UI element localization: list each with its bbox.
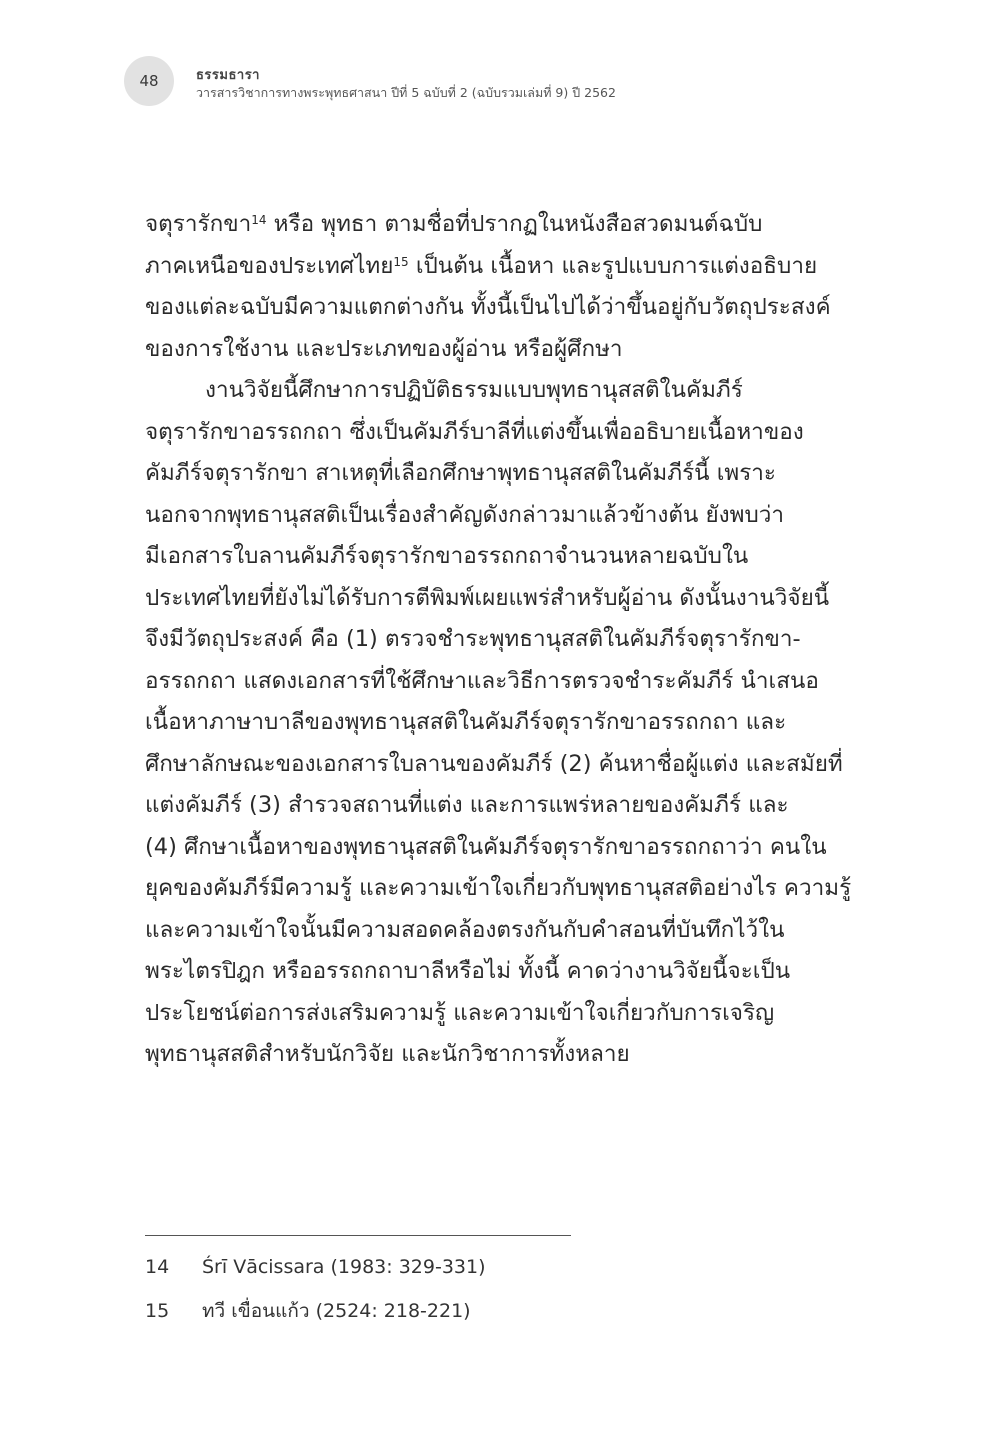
paragraph-2-line-8: อรรถกถา แสดงเอกสารที่ใช้ศึกษาและวิธีการตรวจชำระคัมภีร์ นำเสนอ [145,667,819,694]
paragraph-2-line-4: นอกจากพุทธานุสสติเป็นเรื่องสำคัญดังกล่าวมาแล้วข้างต้น ยังพบว่า [145,501,785,528]
text-segment: จตุรารักขา [145,211,252,237]
paragraph-2-line-1: งานวิจัยนี้ศึกษาการปฏิบัติธรรมแบบพุทธานุสสติในคัมภีร์ [205,377,743,403]
footnote-15 [145,1296,471,1326]
paragraph-2-line-5: มีเอกสารใบลานคัมภีร์จตุรารักขาอรรถกถาจำนวนหลายฉบับใน [145,543,749,569]
journal-subtitle: วารสารวิชาการทางพระพุทธศาสนา ปีที่ 5 ฉบับที่ 2 (ฉบับรวมเล่มที่ 9) ปี 2562 [196,85,616,100]
paragraph-1-line-4: ของการใช้งาน และประเภทของผู้อ่าน หรือผู้ศึกษา [145,335,623,362]
paragraph-2-line-7: จึงมีวัตถุประสงค์ คือ (1) ตรวจชำระพุทธานุสสติในคัมภีร์จตุรารักขา- [145,626,801,652]
paragraph-2-line-13: ยุคของคัมภีร์มีความรู้ และความเข้าใจเกี่ยวกับพุทธานุสสติอย่างไร ความรู้ [145,875,852,901]
paragraph-2-line-2: จตุรารักขาอรรถกถา ซึ่งเป็นคัมภีร์บาลีที่แต่งขึ้นเพื่ออธิบายเนื้อหาของ [145,418,804,445]
footnote-number: 14 [145,1256,170,1278]
paragraph-2-line-16: ประโยชน์ต่อการส่งเสริมความรู้ และความเข้าใจเกี่ยวกับการเจริญ [145,999,775,1026]
page-number [124,56,174,106]
paragraph-2-line-17: พุทธานุสสติสำหรับนักวิจัย และนักวิชาการทั้งหลาย [145,1041,630,1067]
text-segment: เป็นต้น เนื้อหา และรูปแบบการแต่งอธิบาย [408,252,818,279]
paragraph-2-line-3: คัมภีร์จตุรารักขา สาเหตุที่เลือกศึกษาพุทธานุสสติในคัมภีร์นี้ เพราะ [145,460,777,486]
footnote-text: Śrī Vācissara (1983: 329-331) [202,1256,486,1278]
paragraph-2-line-12: (4) ศึกษาเนื้อหาของพุทธานุสสติในคัมภีร์จตุรารักขาอรรถกถาว่า คนใน [145,833,827,860]
footnote-ref-15: 15 [393,254,409,269]
paragraph-1-line-1 [145,204,835,246]
footnote-number: 15 [145,1300,170,1322]
journal-name: ธรรมธารา [196,68,260,83]
paragraph-1-line-3: ของแต่ละฉบับมีความแตกต่างกัน ทั้งนี้เป็นไปได้ว่าขึ้นอยู่กับวัตถุประสงค์ [145,294,831,320]
footnote-text: ทวี เขื่อนแก้ว (2524: 218-221) [202,1300,471,1322]
text-segment: หรือ พุทธา ตามชื่อที่ปรากฏในหนังสือสวดมนต์ฉบับ [266,211,763,237]
paragraph-2-line-15: พระไตรปิฎก หรืออรรถกถาบาลีหรือไม่ ทั้งนี้ คาดว่างานวิจัยนี้จะเป็น [145,958,791,984]
paragraph-2-line-6: ประเทศไทยที่ยังไม่ได้รับการตีพิมพ์เผยแพร่สำหรับผู้อ่าน ดังนั้นงานวิจัยนี้ [145,584,830,611]
text-segment: ภาคเหนือของประเทศไทย [145,252,394,279]
page-number-text: 48 [139,72,159,90]
paragraph-2-line-11: แต่งคัมภีร์ (3) สำรวจสถานที่แต่ง และการแพร่หลายของคัมภีร์ และ [145,792,789,818]
footnote-14 [145,1256,486,1278]
paragraph-2-line-14: และความเข้าใจนั้นมีความสอดคล้องตรงกันกับคำสอนที่บันทึกไว้ใน [145,916,785,943]
footnote-divider [145,1235,571,1236]
paragraph-2-line-10: ศึกษาลักษณะของเอกสารใบลานของคัมภีร์ (2) ค้นหาชื่อผู้แต่ง และสมัยที่ [145,750,843,777]
paragraph-1-line-2 [145,246,835,288]
paragraph-2-line-9: เนื้อหาภาษาบาลีของพุทธานุสสติในคัมภีร์จตุรารักขาอรรถกถา และ [145,709,787,735]
body-text [145,204,852,1076]
footnote-ref-14: 14 [251,213,267,227]
